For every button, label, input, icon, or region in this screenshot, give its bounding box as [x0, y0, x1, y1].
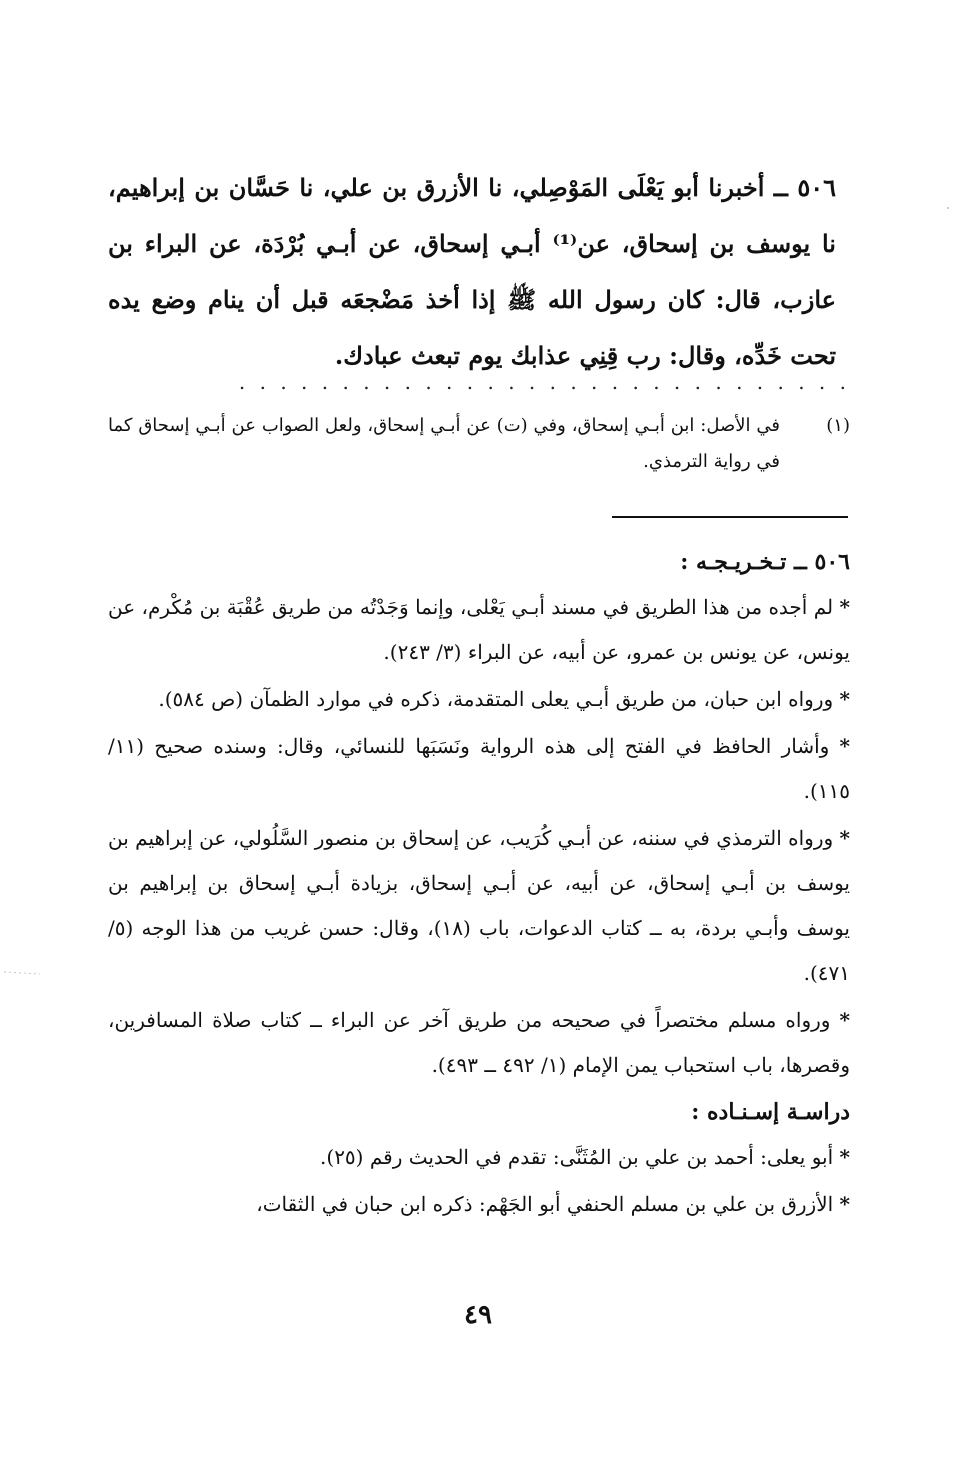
takhrij-paragraph-text: ورواه مسلم مختصراً في صحيحه من طريق آخر عن البراء ــ كتاب صلاة المسافرين، وقصرها، باب استحباب يمن الإمام (١/ ٤٩٢ ــ ٤٩٣). — [108, 1008, 850, 1077]
bullet-star-icon: * — [839, 1008, 851, 1032]
scan-speck — [944, 198, 952, 218]
isnad-study-heading: دراسـة إسـنـاده : — [691, 1099, 850, 1125]
bullet-star-icon: * — [839, 595, 850, 619]
takhrij-paragraph — [108, 816, 850, 996]
takhrij-paragraph-text: وأشار الحافظ في الفتح إلى هذه الرواية ونَسَبَها للنسائي، وقال: وسنده صحيح (١١/ ١١٥). — [108, 734, 850, 803]
takhrij-section — [108, 540, 850, 1229]
isnad-study-item-text: أبو يعلى: أحمد بن علي بن المُثَنَّى: تقدم في الحديث رقم (٢٥). — [320, 1145, 834, 1169]
isnad-study-item — [108, 1182, 850, 1227]
takhrij-paragraph — [108, 585, 850, 675]
section-divider — [612, 516, 848, 518]
footnote-number: (١) — [826, 415, 850, 436]
bullet-star-icon: * — [839, 687, 850, 711]
takhrij-paragraph-text: ورواه الترمذي في سننه، عن أبـي كُرَيب، عن إسحاق بن منصور السَّلُولي، عن إبراهيم بن يوسف بن أبـي إسحاق، عن أبيه، عن أبـي إسحاق، بزيادة أبـي إسحاق بن إبراهيم بن يوسف وأبـي بردة، به ــ كتاب الدعوات، باب (١٨)، وقال: حسن غريب من هذا الوجه (٥/ ٤٧١). — [108, 826, 850, 985]
footnote-separator-dots: . . . . . . . . . . . . . . . . . . . . . . . . . . . . . . — [238, 370, 850, 394]
bullet-star-icon: * — [839, 734, 850, 758]
footnote — [108, 408, 850, 480]
isnad-study-item-text: الأزرق بن علي بن مسلم الحنفي أبو الجَهْم: ذكره ابن حبان في الثقات، — [256, 1192, 834, 1216]
bullet-star-icon: * — [839, 1145, 850, 1169]
takhrij-paragraph-text: لم أجده من هذا الطريق في مسند أبـي يَعْلى، وإنما وَجَدْتُه من طريق عُقْبَة بن مُكْرم، عن يونس، عن يونس بن عمرو، عن أبيه، عن البراء (٣/ ٢٤٣). — [108, 595, 850, 664]
takhrij-paragraph — [108, 998, 850, 1088]
takhrij-paragraph — [108, 724, 850, 814]
takhrij-paragraph — [108, 677, 850, 722]
footnote-text: في الأصل: ابن أبـي إسحاق، وفي (ت) عن أبـي إسحاق، ولعل الصواب عن أبـي إسحاق كما في رواية الترمذي. — [108, 415, 780, 472]
takhrij-heading: ٥٠٦ ــ تـخـريـجـه : — [680, 549, 850, 575]
scan-speck — [0, 960, 60, 980]
bullet-star-icon: * — [839, 826, 850, 850]
takhrij-paragraph-text: ورواه ابن حبان، من طريق أبـي يعلى المتقدمة، ذكره في موارد الظمآن (ص ٥٨٤). — [158, 687, 834, 711]
isnad-study-item — [108, 1135, 850, 1180]
page-number: ٤٩ — [464, 1300, 492, 1330]
hadith-text: ٥٠٦ ــ أخبرنا أبو يَعْلَى المَوْصِلي، نا الأزرق بن علي، نا حَسَّان بن إبراهيم، نا يوسف بن إسحاق، عن⁽¹⁾ أبـي إسحاق، عن أبـي بُرْدَة، عن البراء بن عازب، قال: كان رسول الله ﷺ إذا أخذ مَضْجعَه قبل أن ينام وضع يده تحت خَدِّه، وقال: رب قِنِي عذابك يوم تبعث عبادك. — [108, 173, 836, 370]
bullet-star-icon: * — [839, 1192, 850, 1216]
